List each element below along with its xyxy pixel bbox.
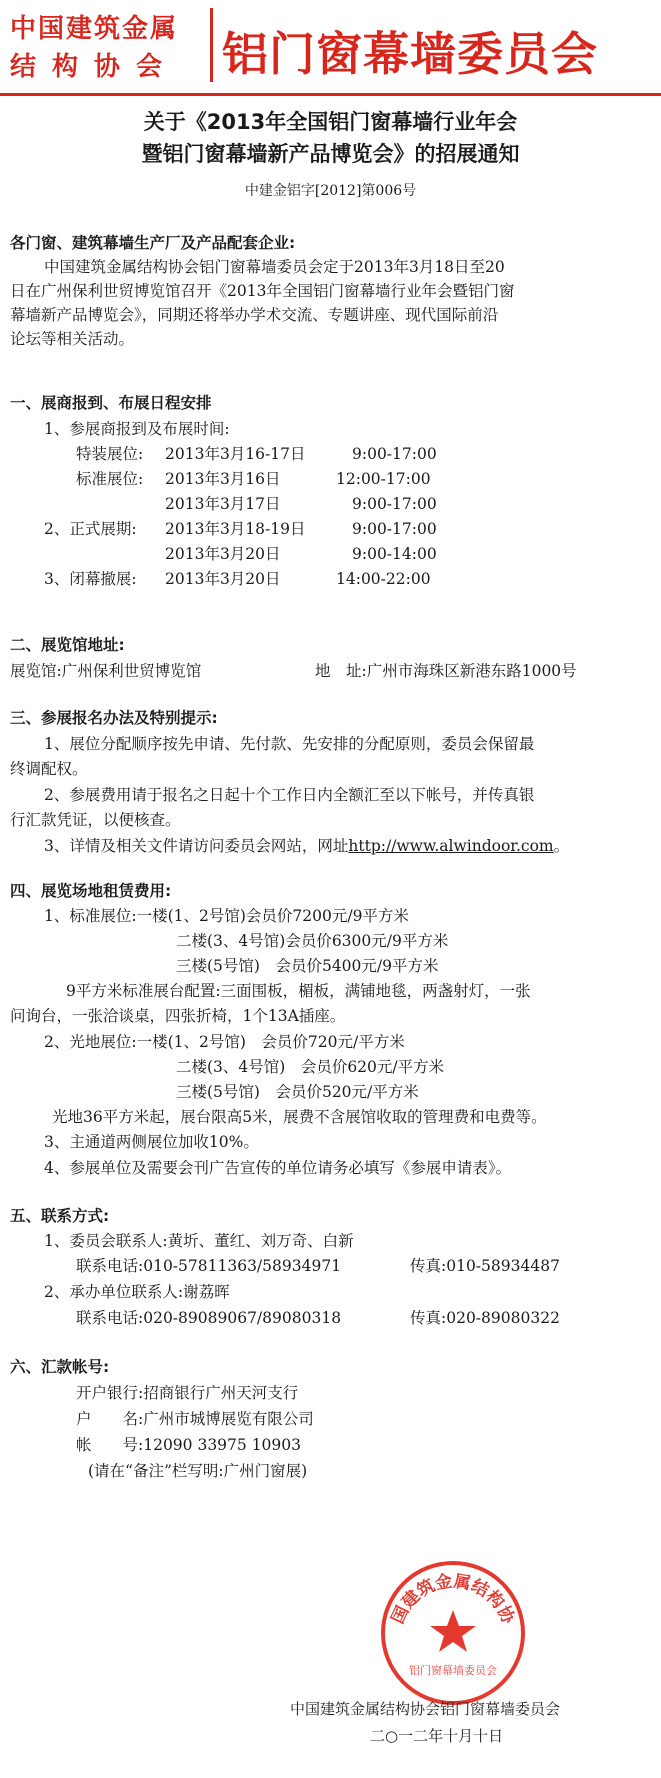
- special-booth-time: 9:00-17:00: [352, 445, 437, 463]
- section3-heading: 三、参展报名办法及特别提示:: [10, 709, 218, 727]
- special-booth-date: 2013年3月16-17日: [165, 445, 306, 463]
- section4-heading: 四、展览场地租赁费用:: [10, 882, 172, 900]
- remittance-note: (请在“备注”栏写明:广州门窗展): [88, 1462, 308, 1480]
- department-name: 铝门窗幕墙委员会: [222, 27, 598, 81]
- standard-booth-date1: 2013年3月16日: [165, 470, 281, 488]
- close-time: 14:00-22:00: [336, 570, 431, 588]
- section1-heading: 一、展商报到、布展日程安排: [10, 394, 212, 412]
- raw-space-price-1: 2、光地展位:一楼(1、2号馆) 会员价720元/平方米: [44, 1033, 405, 1051]
- standard-booth-date2: 2013年3月17日: [165, 495, 281, 513]
- doc-title-line1: 关于《2013年全国铝门窗幕墙行业年会: [143, 110, 518, 134]
- section3-p2a: 2、参展费用请于报名之日起十个工作日内全额汇至以下帐号，并传真银: [44, 786, 535, 804]
- organizer-contact: 2、承办单位联系人:谢荔晖: [44, 1283, 230, 1301]
- intro-line-1: 中国建筑金属结构协会铝门窗幕墙委员会定于2013年3月18日至20: [44, 258, 505, 276]
- organizer-fax: 传真:020-89080322: [410, 1309, 560, 1327]
- close-date: 2013年3月20日: [165, 570, 281, 588]
- section3-p2b: 行汇款凭证，以便核查。: [10, 811, 181, 829]
- account-number: 帐 号:12090 33975 10903: [76, 1436, 302, 1454]
- section2-heading: 二、展览馆地址:: [10, 636, 125, 654]
- section3-p3: [44, 835, 569, 857]
- section1-item1: 1、参展商报到及布展时间:: [44, 420, 230, 438]
- seal-star-icon: [430, 1610, 476, 1652]
- bank-name: 开户银行:招商银行广州天河支行: [76, 1384, 299, 1402]
- seal-ring-text: 国建筑金属结构协: [387, 1571, 519, 1627]
- letterhead-divider: [210, 8, 213, 82]
- formal-time2: 9:00-14:00: [352, 545, 437, 563]
- account-holder: 户 名:广州市城博展览有限公司: [76, 1410, 314, 1428]
- intro-line-3: 幕墙新产品博览会》，同期还将举办学术交流、专题讲座、现代国际前沿: [10, 306, 499, 324]
- section5-heading: 五、联系方式:: [10, 1207, 110, 1225]
- section4-p4: 4、参展单位及需要会刊广告宣传的单位请务必填写《参展申请表》。: [44, 1159, 512, 1177]
- standard-price-3: 三楼(5号馆) 会员价5400元/9平方米: [176, 957, 439, 975]
- official-seal: [378, 1558, 528, 1708]
- website-link[interactable]: http://www.alwindoor.com: [348, 837, 554, 855]
- committee-tel: 联系电话:010-57811363/58934971: [76, 1257, 342, 1275]
- salutation: 各门窗、建筑幕墙生产厂及产品配套企业:: [10, 234, 296, 252]
- letterhead-red-rule: [0, 93, 661, 96]
- standard-config-a: 9平方米标准展台配置:三面围板，楣板，满铺地毯，两盏射灯，一张: [66, 982, 531, 1000]
- formal-time1: 9:00-17:00: [352, 520, 437, 538]
- org-name-line2: 结构协会: [10, 52, 179, 82]
- venue: 展览馆:广州保利世贸博览馆: [10, 662, 202, 680]
- doc-number: 中建金铝字[2012]第006号: [244, 183, 417, 199]
- section3-p1b: 终调配权。: [10, 760, 88, 778]
- section3-p3-end: 。: [553, 837, 570, 855]
- raw-space-note: 光地36平方米起，展台限高5米，展费不含展馆收取的管理费和电费等。: [52, 1108, 547, 1126]
- signature: 中国建筑金属结构协会铝门窗幕墙委员会: [290, 1700, 561, 1718]
- section1-item3: 3、闭幕撤展:: [44, 570, 137, 588]
- letterhead: [0, 0, 661, 100]
- raw-space-price-2: 二楼(3、4号馆) 会员价620元/平方米: [176, 1058, 445, 1076]
- section3-p3-text: 3、详情及相关文件请访问委员会网站，网址: [44, 837, 349, 855]
- intro-line-4: 论坛等相关活动。: [10, 330, 135, 348]
- formal-date1: 2013年3月18-19日: [165, 520, 306, 538]
- org-name-line1: 中国建筑金属: [10, 14, 179, 44]
- standard-config-b: 问询台，一张洽谈桌，四张折椅，1个13A插座。: [10, 1007, 346, 1025]
- special-booth-label: 特装展位:: [76, 445, 144, 463]
- doc-title-line2: 暨铝门窗幕墙新产品博览会》的招展通知: [141, 142, 520, 166]
- organizer-tel: 联系电话:020-89089067/89080318: [76, 1309, 342, 1327]
- standard-booth-time1: 12:00-17:00: [336, 470, 431, 488]
- formal-date2: 2013年3月20日: [165, 545, 281, 563]
- committee-fax: 传真:010-58934487: [410, 1257, 560, 1275]
- raw-space-price-3: 三楼(5号馆) 会员价520元/平方米: [176, 1083, 419, 1101]
- section3-p1a: 1、展位分配顺序按先申请、先付款、先安排的分配原则，委员会保留最: [44, 735, 535, 753]
- standard-price-1: 1、标准展位:一楼(1、2号馆)会员价7200元/9平方米: [44, 907, 409, 925]
- committee-contacts: 1、委员会联系人:黄圻、董红、刘万奇、白新: [44, 1232, 354, 1250]
- issue-date: 二○一二年十月十日: [370, 1727, 504, 1745]
- section6-heading: 六、汇款帐号:: [10, 1358, 110, 1376]
- standard-booth-time2: 9:00-17:00: [352, 495, 437, 513]
- section4-p3: 3、主通道两侧展位加收10%。: [44, 1133, 259, 1151]
- standard-price-2: 二楼(3、4号馆)会员价6300元/9平方米: [176, 932, 449, 950]
- seal-inner-text: 铝门窗幕墙委员会: [409, 1664, 497, 1677]
- intro-line-2: 日在广州保利世贸博览馆召开《2013年全国铝门窗幕墙行业年会暨铝门窗: [10, 282, 515, 300]
- section1-item2: 2、正式展期:: [44, 520, 137, 538]
- standard-booth-label: 标准展位:: [76, 470, 144, 488]
- venue-address: 地 址:广州市海珠区新港东路1000号: [315, 662, 577, 680]
